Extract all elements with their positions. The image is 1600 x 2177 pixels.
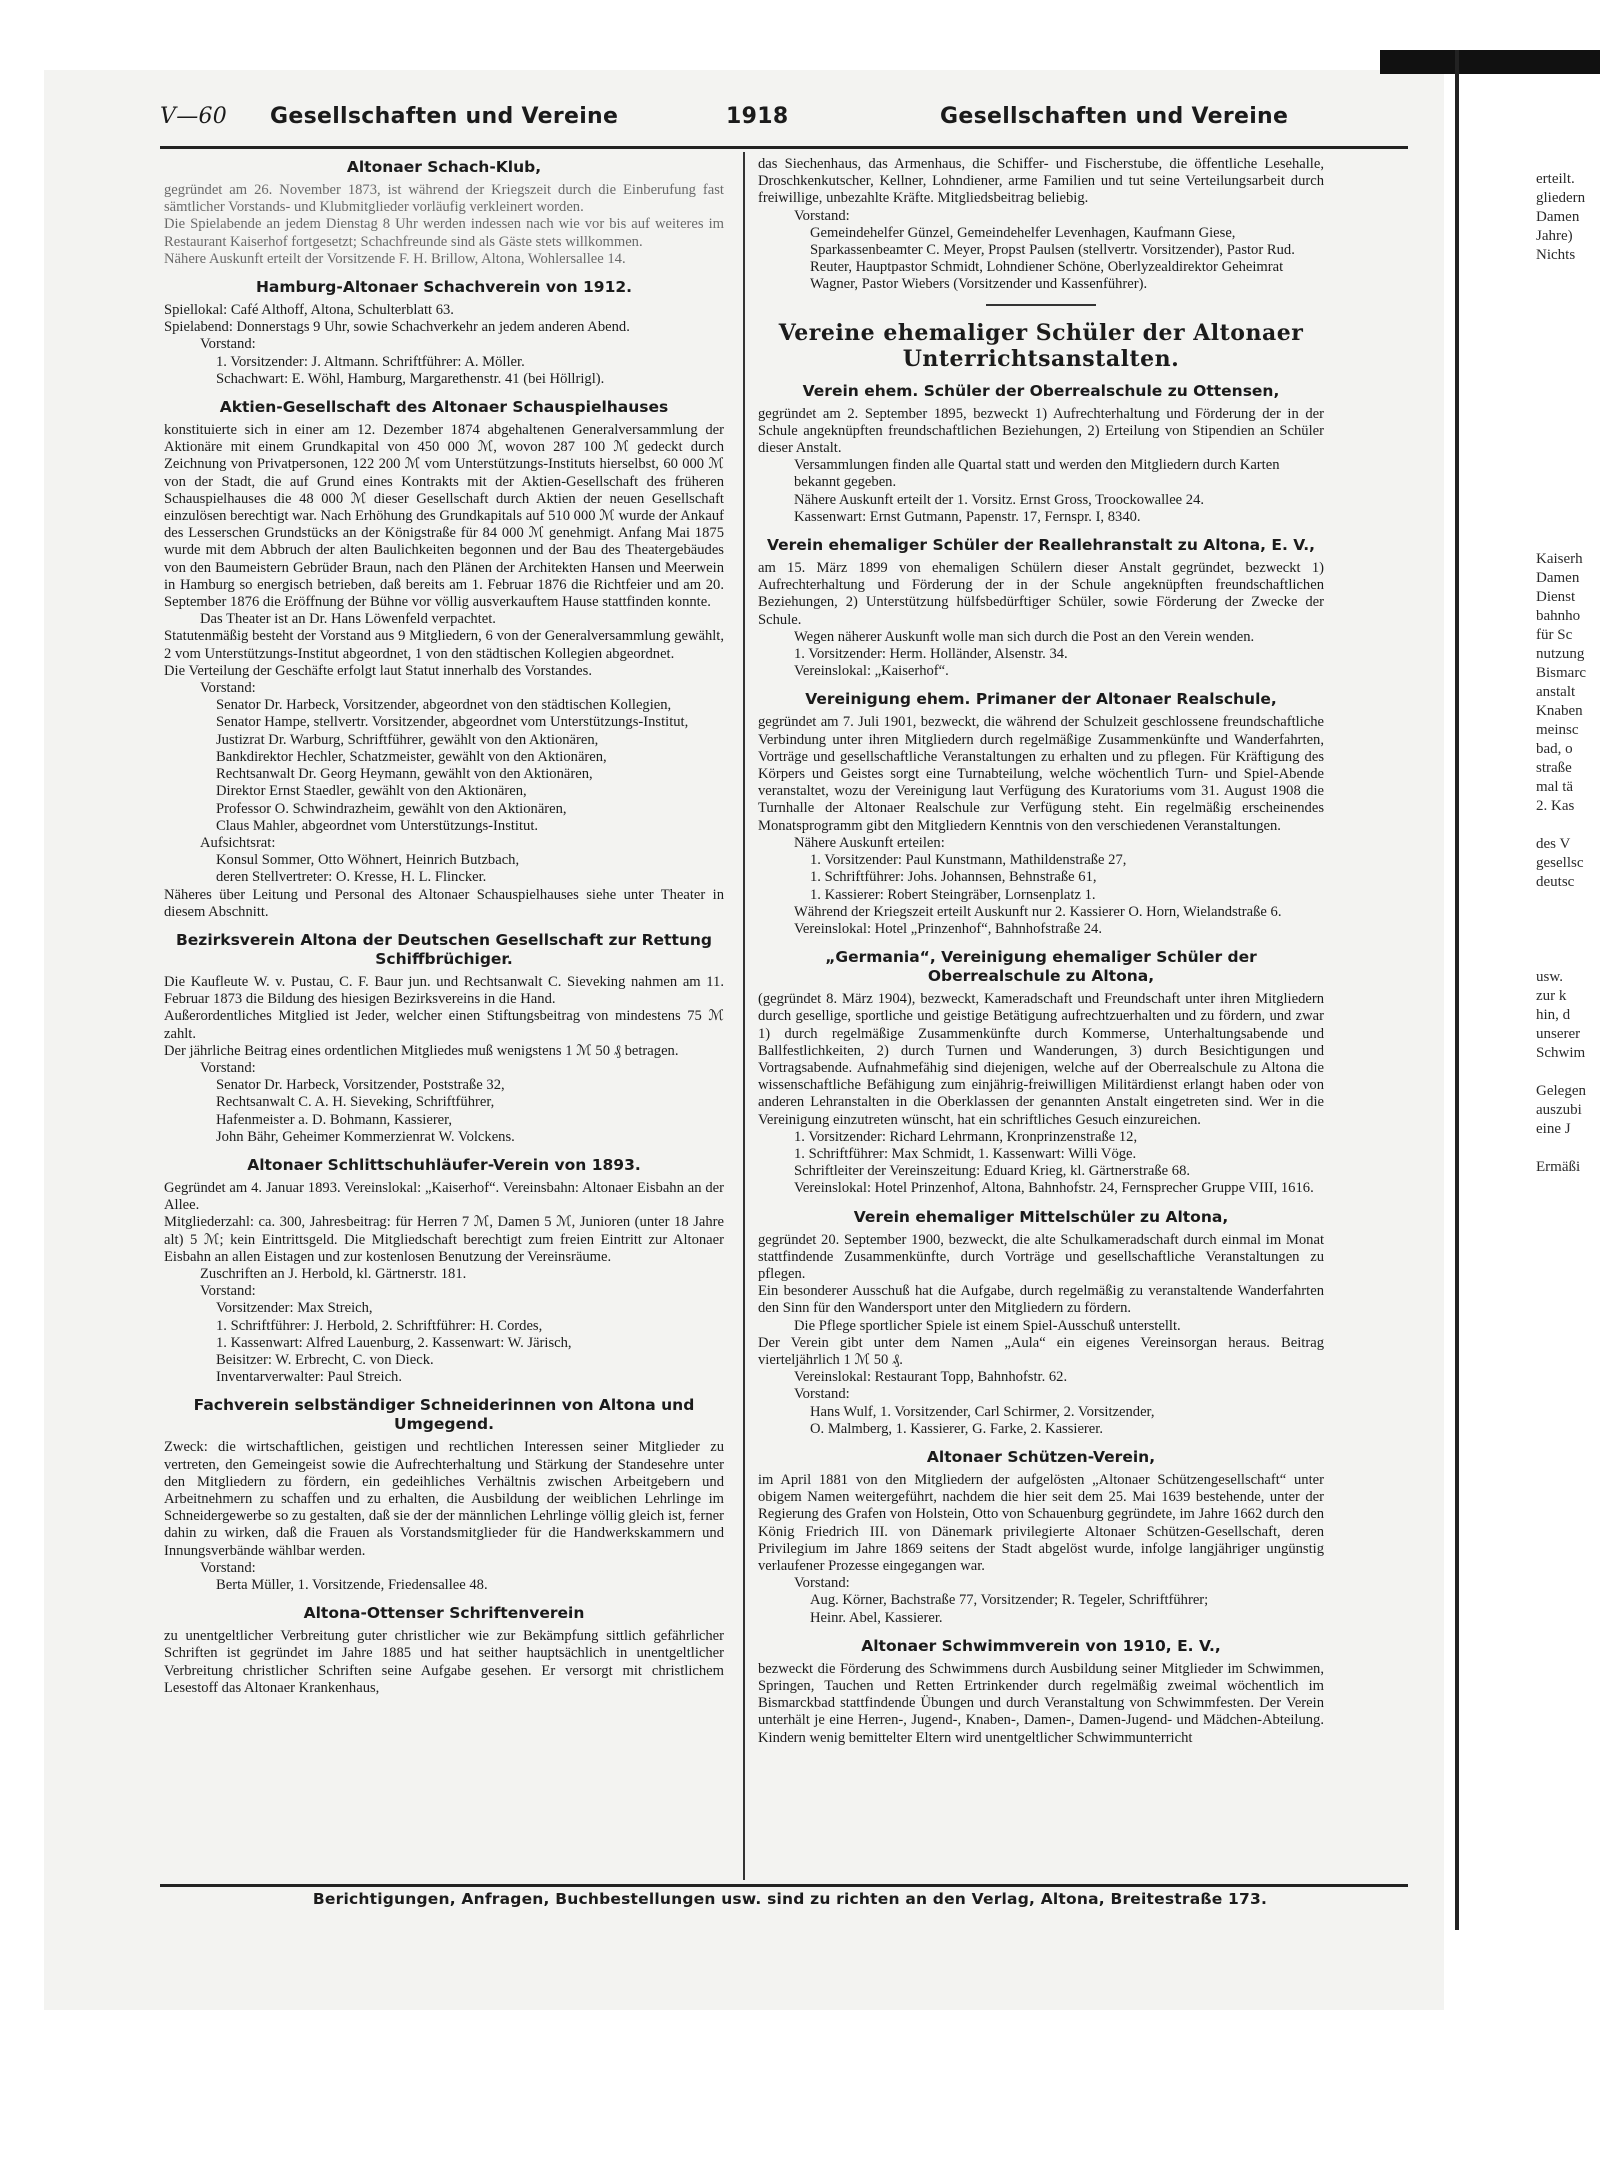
society-entry — [164, 1396, 724, 1594]
paragraph: 1. Vorsitzender: Paul Kunstmann, Mathildenstraße 27, — [810, 852, 1127, 869]
paragraph: Vorstand: — [794, 1575, 850, 1592]
footer-note: Berichtigungen, Anfragen, Buchbestellungen usw. sind zu richten an den Verlag, Altona, Breitestraße 173. — [312, 1890, 1268, 1908]
paragraph: Nähere Auskunft erteilt der Vorsitzende F. H. Brillow, Altona, Wohlersallee 14. — [164, 250, 626, 267]
society-entry — [164, 158, 724, 268]
paragraph: Hafenmeister a. D. Bohmann, Kassierer, — [216, 1111, 453, 1128]
paragraph: Wegen näherer Auskunft wolle man sich durch die Post an den Verein wenden. — [794, 628, 1255, 645]
paragraph: Vereinslokal: Restaurant Topp, Bahnhofstr. 62. — [794, 1369, 1068, 1386]
paragraph: 1. Schriftführer: Max Schmidt, 1. Kassenwart: Willi Vöge. — [794, 1145, 1137, 1162]
paragraph: gegründet am 7. Juli 1901, bezweckt, die während der Schulzeit geschlossene freundschaftliche Verbindung unter ihren Mitgliedern durch regelmäßige Zusammenkünfte und Wanderfahrten, Vorträge und gesellschaftliche Veranstaltungen zu erhalten und zu pflegen. Für Kräftigung des Körpers und Geistes sorgt eine Turnabteilung, welche wöchentlich Turn- und Spiel-Abende veranstaltet, wozu der Vereinigung laut Verfügung des Kuratoriums vom 31. August 1908 die Turnhalle der Altonaer Realschule zur Verfügung steht. Ein regelmäßig erscheinendes Monatsprogramm gibt den Mitgliedern Kenntnis von den verschiedenen Veranstaltungen. — [758, 714, 1324, 834]
paragraph: Senator Dr. Harbeck, Vorsitzender, abgeordnet von den städtischen Kollegien, — [216, 697, 672, 714]
paragraph: Statutenmäßig besteht der Vorstand aus 9 Mitgliedern, 6 von der Generalversammlung gewählt, 2 vom Unterstützungs-Institut abgeordnet, 1 von den städtischen Kollegien abgeordnet. — [164, 628, 724, 662]
next-page-fragment: erteilt. gliedern Damen Jahre) Nichts Kaiserh Damen Dienst bahnho für Sc nutzung Bismarc anstalt Knaben meinsc bad, o straße mal tä 2. Kas des V gesellsc deutsc usw. zur k hin, d unserer Schwim Gelegen auszubi eine J Ermäßi — [1536, 171, 1586, 1175]
society-title: Altonaer Schwimmverein von 1910, E. V., — [861, 1636, 1221, 1655]
left-column — [164, 156, 724, 1878]
paragraph: 1. Kassierer: Robert Steingräber, Lornsenplatz 1. — [810, 886, 1096, 903]
paragraph: O. Malmberg, 1. Kassierer, G. Farke, 2. Kassierer. — [810, 1420, 1103, 1437]
paragraph: Mitgliederzahl: ca. 300, Jahresbeitrag: für Herren 7 ℳ, Damen 5 ℳ, Junioren (unter 18 Jahre alt) 5 ℳ; kein Eintrittsgeld. Die Mitgliedschaft berechtigt zum freien Eintritt zur Altonaer Eisbahn an allen Eistagen und zur kostenlosen Benutzung der Vereinsräume. — [164, 1214, 724, 1265]
paragraph: Inventarverwalter: Paul Streich. — [216, 1369, 402, 1386]
society-title: Verein ehemaliger Mittelschüler zu Altona, — [853, 1207, 1229, 1226]
paragraph: Spiellokal: Café Althoff, Altona, Schulterblatt 63. — [164, 302, 454, 319]
society-entry — [758, 536, 1324, 680]
right-big-title: Vereine ehemaliger Schüler der Altonaer Unterrichtsanstalten. — [778, 319, 1304, 372]
society-entry — [758, 690, 1324, 938]
paragraph: Vorstand: — [794, 1386, 850, 1403]
paragraph: Vorstand: — [200, 1283, 256, 1300]
paragraph: Vorstand: — [200, 680, 256, 697]
paragraph: konstituierte sich in einer am 12. Dezember 1874 abgehaltenen Generalversammlung der Aktionäre mit einem Grundkapital von 450 000 ℳ, wovon 287 100 ℳ gedeckt durch Zeichnung von Privatpersonen, 122 200 ℳ vom Unterstützungs-Instituts hierselbst, 60 000 ℳ von der Stadt, die auf Grund eines Kontrakts mit der Aktien-Gesellschaft des früheren Schauspielhauses die 48 000 ℳ dieser Gesellschaft durch Aktien der neuen Gesellschaft einzulösen berechtigt war. Nach Erhöhung des Grundkapitals auf 510 000 ℳ wurde der Ankauf des Lesserschen Grundstücks an der Königstraße für 84 000 ℳ genehmigt. Anfang Mai 1875 wurde mit dem Abbruch der alten Baulichkeiten begonnen und der Bau des Theatergebäudes von den Baumeistern Gebrüder Braun, nach den Plänen der Architekten Hansen und Meerwein in Hamburg so energisch betrieben, daß bereits am 1. Februar 1876 die Richtfeier und am 20. September 1876 die Eröffnung der Bühne vor völlig ausverkauftem Hause stattfinden konnte. — [164, 422, 724, 611]
society-title: Verein ehemaliger Schüler der Reallehranstalt zu Altona, E. V., — [766, 536, 1316, 555]
society-title: Hamburg-Altonaer Schachverein von 1912. — [255, 278, 633, 297]
page-gutter-line — [1455, 50, 1459, 1930]
paragraph: Das Theater ist an Dr. Hans Löwenfeld verpachtet. — [200, 611, 496, 628]
society-title: Altonaer Schach-Klub, — [346, 158, 542, 176]
society-title: „Germania“, Vereinigung ehemaliger Schüler der Oberrealschule zu Altona, — [825, 948, 1257, 986]
paragraph: 1. Kassenwart: Alfred Lauenburg, 2. Kassenwart: W. Järisch, — [216, 1334, 572, 1351]
society-entry — [758, 948, 1324, 1197]
paragraph: Zweck: die wirtschaftlichen, geistigen und rechtlichen Interessen seiner Mitglieder zu vertreten, den Gemeingeist sowie die Aufrechterhaltung und Stärkung der Standesehre unter den Mitgliedern zu fördern, ein gedeihliches Verhältnis zwischen Arbeitgebern und Arbeitnehmern zu schaffen und zu erhalten, die Ausbildung der weiblichen Lehrlinge im Schneidergewerbe so zu gestalten, daß sie der der männlichen Lehrlinge völlig gleich ist, ferner dahin zu wirken, daß die Frauen als Vorstandsmitglieder für die Handwerkskammern und Innungsverbände wählbar werden. — [164, 1439, 724, 1559]
paragraph: Senator Hampe, stellvertr. Vorsitzender, abgeordnet vom Unterstützungs-Institut, — [216, 714, 689, 731]
paragraph: Schachwart: E. Wöhl, Hamburg, Margarethenstr. 41 (bei Höllrigl). — [216, 370, 605, 387]
paragraph: zu unentgeltlicher Verbreitung guter christlicher wie zur Bekämpfung sittlich gefährlicher Schriften ist gegründet im Jahre 1885 und hat seither hauptsächlich in unentgeltlicher Verbreitung christlicher Schriften seine Aufgabe gesehen. Er versorgt mit christlichem Lesestoff das Altonaer Krankenhaus, — [164, 1628, 724, 1696]
header-left-title: Gesellschaften und Vereine — [270, 104, 619, 129]
paragraph: Versammlungen finden alle Quartal statt und werden den Mitgliedern durch Karten bekannt gegeben. — [794, 457, 1280, 491]
paragraph: deren Stellvertreter: O. Kresse, H. L. Flincker. — [216, 869, 487, 886]
paragraph: Nähere Auskunft erteilen: — [794, 834, 945, 851]
society-entry — [758, 1448, 1324, 1627]
paragraph: Vorstand: — [200, 1059, 256, 1076]
paragraph: Die Spielabende an jedem Dienstag 8 Uhr werden indessen nach wie vor bis auf weiteres im Restaurant Kaiserhof fortgesetzt; Schachfreunde sind als Gäste stets willkommen. — [164, 216, 724, 250]
society-entry — [164, 931, 724, 1146]
paragraph: Beisitzer: W. Erbrecht, C. von Dieck. — [216, 1351, 434, 1368]
paragraph: Konsul Sommer, Otto Wöhnert, Heinrich Butzbach, — [216, 852, 520, 869]
society-entry — [758, 1208, 1324, 1438]
paragraph: Die Verteilung der Geschäfte erfolgt laut Statut innerhalb des Vorstandes. — [164, 662, 592, 679]
society-entry — [164, 1156, 724, 1386]
paragraph: Bankdirektor Hechler, Schatzmeister, gewählt von den Aktionären, — [216, 748, 607, 765]
society-entry — [164, 1604, 724, 1697]
paragraph: John Bähr, Geheimer Kommerzienrat W. Volckens. — [216, 1128, 515, 1145]
paragraph: Rechtsanwalt Dr. Georg Heymann, gewählt von den Aktionären, — [216, 766, 593, 783]
paragraph: (gegründet 8. März 1904), bezweckt, Kameradschaft und Freundschaft unter ihren Mitgliedern durch gesellige, sportliche und geistige Betätigung aufrechtzuerhalten und zu fördern, und zwar 1) durch regelmäßige Zusammenkünfte durch Kommerse, Unterhaltungsabende und Ballfestlichkeiten, 2) durch Turnen und Wanderungen, 3) durch Besichtigungen und Vortragsabende. Aufnahmefähig sind diejenigen, welche auf der Oberrealschule zu Altona die wissenschaftliche Befähigung zum einjährig-freiwilligen Militärdienst erlangt haben oder von anderen Lehranstalten in die Oberklassen der genannten Anstalt eingetreten sind. Wer in die Vereinigung einzutreten wünscht, hat ein schriftliches Gesuch einzureichen. — [758, 991, 1324, 1128]
society-title: Altonaer Schützen-Verein, — [926, 1447, 1156, 1466]
paragraph: Ein besonderer Ausschuß hat die Aufgabe, durch regelmäßig zu veranstaltende Wanderfahrten den Sinn für den Wandersport unter den Mitgliedern zu fördern. — [758, 1283, 1324, 1317]
paragraph: Senator Dr. Harbeck, Vorsitzender, Poststraße 32, — [216, 1077, 505, 1094]
paragraph: Die Pflege sportlicher Spiele ist einem Spiel-Ausschuß unterstellt. — [794, 1317, 1181, 1334]
paragraph: Direktor Ernst Staedler, gewählt von den Aktionären, — [216, 783, 527, 800]
paragraph: am 15. März 1899 von ehemaligen Schülern dieser Anstalt gegründet, bezweckt 1) Aufrechterhaltung und Förderung der in der Schule angeknüpften freundschaftlichen Beziehungen, 2) Unterstützung hülfsbedürftiger Schüler, sowie Förderung der Zwecke der Schule. — [758, 560, 1324, 628]
paragraph: 1. Vorsitzender: J. Altmann. Schriftführer: A. Möller. — [216, 353, 525, 370]
paragraph: Claus Mahler, abgeordnet vom Unterstützungs-Institut. — [216, 817, 539, 834]
header-right-title: Gesellschaften und Vereine — [940, 104, 1289, 129]
paragraph: Der jährliche Beitrag eines ordentlichen Mitgliedes muß wenigstens 1 ℳ 50 ₰ betragen. — [164, 1042, 679, 1059]
paragraph: Näheres über Leitung und Personal des Altonaer Schauspielhauses siehe unter Theater in diesem Abschnitt. — [164, 886, 724, 920]
right-column — [758, 156, 1324, 1878]
paragraph: Rechtsanwalt C. A. H. Sieveking, Schriftführer, — [216, 1094, 495, 1111]
paragraph: Vorstand: — [200, 336, 256, 353]
paragraph: bezweckt die Förderung des Schwimmens durch Ausbildung seiner Mitglieder im Schwimmen, Springen, Tauchen und Retten Ertrinkender durch regelmäßig zweimal wöchentlich im Bismarckbad stattfindende Übungen und durch Veranstaltung von Schwimmfesten. Der Verein unterhält je eine Herren-, Jugend-, Knaben-, Damen-, Damen-Jugend- und Mädchen-Abteilung. Kindern wenig bemittelter Eltern wird unentgeltlicher Schwimmunterricht — [758, 1660, 1324, 1746]
paragraph: Vorstand: — [200, 1559, 256, 1576]
header-rule — [160, 146, 1408, 149]
paragraph: Aufsichtsrat: — [200, 834, 276, 851]
paragraph: das Siechenhaus, das Armenhaus, die Schiffer- und Fischerstube, die öffentliche Lesehalle, Droschkenkutscher, Kellner, Lohndiener, arme Familien und tut seine Verteilungsarbeit durch freiwillige, unbezahlte Kräfte. Mitgliedsbeitrag beliebig. — [758, 156, 1324, 207]
society-title: Verein ehem. Schüler der Oberrealschule zu Ottensen, — [802, 381, 1280, 400]
header-year: 1918 — [726, 104, 789, 129]
society-title: Fachverein selbständiger Schneiderinnen von Altona und Umgegend. — [193, 1396, 695, 1434]
paragraph: Zuschriften an J. Herbold, kl. Gärtnerstr. 181. — [200, 1265, 467, 1282]
column-divider — [743, 152, 745, 1880]
paragraph: Nähere Auskunft erteilt der 1. Vorsitz. Ernst Gross, Troockowallee 24. — [794, 491, 1205, 508]
society-title: Bezirksverein Altona der Deutschen Gesellschaft zur Rettung Schiffbrüchiger. — [175, 930, 713, 968]
paragraph: Spielabend: Donnerstags 9 Uhr, sowie Schachverkehr an jedem anderen Abend. — [164, 319, 630, 336]
paragraph: 1. Schriftführer: J. Herbold, 2. Schriftführer: H. Cordes, — [216, 1317, 543, 1334]
paragraph: Gegründet am 4. Januar 1893. Vereinslokal: „Kaiserhof“. Vereinsbahn: Altonaer Eisbahn an der Allee. — [164, 1179, 724, 1214]
paragraph: gegründet am 26. November 1873, ist während der Kriegszeit durch die Einberufung fast sämtlicher Vorstands- und Klubmitglieder vorläufig verkleinert worden. — [164, 182, 724, 216]
paragraph: Vorstand: — [794, 207, 850, 224]
paragraph: 1. Schriftführer: Johs. Johannsen, Behnstraße 61, — [810, 869, 1097, 886]
right-sections — [758, 382, 1324, 1747]
paragraph: Aug. Körner, Bachstraße 77, Vorsitzender; R. Tegeler, Schriftführer; — [810, 1592, 1209, 1609]
paragraph: Vereinslokal: Hotel „Prinzenhof“, Bahnhofstraße 24. — [794, 920, 1103, 937]
paragraph: Justizrat Dr. Warburg, Schriftführer, gewählt von den Aktionären, — [216, 731, 599, 748]
paragraph: Die Kaufleute W. v. Pustau, C. F. Baur jun. und Rechtsanwalt C. Sieveking nahmen am 11. Februar 1873 die Bildung des hiesigen Bezirksvereins in die Hand. — [164, 973, 724, 1008]
paragraph: gegründet 20. September 1900, bezweckt, die alte Schulkameradschaft durch einmal im Monat stattfindende Zusammenkünfte, durch Vorträge und gesellschaftliche Veranstaltungen zu pflegen. — [758, 1231, 1324, 1282]
society-title: Altona-Ottenser Schriftenverein — [303, 1604, 585, 1623]
footer-rule — [160, 1884, 1408, 1887]
paragraph: im April 1881 von den Mitgliedern der aufgelösten „Altonaer Schützengesellschaft“ unter obigem Namen weitergeführt, nachdem die hier seit dem 25. Mai 1639 bestehende, unter der Regierung des Grafen von Holstein, Otto von Schauenburg gegründete, im Jahre 1662 durch den König Friedrich III. von Dänemark privilegierte Altonaer Schützen-Gesellschaft, deren Privilegium im Jahre 1869 seitens der Stadt abgelöst wurde, infolge langjähriger ungünstig verlaufener Prozesse eingegangen war. — [758, 1471, 1324, 1574]
paragraph: Professor O. Schwindrazheim, gewählt von den Aktionären, — [216, 800, 567, 817]
society-entry — [758, 382, 1324, 526]
scan-edge-black — [1380, 50, 1600, 74]
society-title: Vereinigung ehem. Primaner der Altonaer Realschule, — [805, 690, 1277, 709]
paragraph: Hans Wulf, 1. Vorsitzender, Carl Schirmer, 2. Vorsitzender, — [810, 1403, 1155, 1420]
paragraph: Kassenwart: Ernst Gutmann, Papenstr. 17, Fernspr. I, 8340. — [794, 508, 1141, 525]
paragraph: Gemeindehelfer Günzel, Gemeindehelfer Levenhagen, Kaufmann Giese, Sparkassenbeamter C. Meyer, Propst Paulsen (stellvertr. Vorsitzender), Pastor Rud. Reuter, Hauptpastor Schmidt, Lohndiener Schöne, Oberlyzealdirektor Geheimrat Wagner, Pastor Wiebers (Vorsitzender und Kassenführer). — [810, 224, 1295, 293]
paragraph: gegründet am 2. September 1895, bezweckt 1) Aufrechterhaltung und Förderung der in der Schule angeknüpften freundschaftlichen Beziehungen, 2) Erteilung von Stipendien an Schüler dieser Anstalt. — [758, 405, 1324, 457]
paragraph: Vereinslokal: Hotel Prinzenhof, Altona, Bahnhofstr. 24, Fernsprecher Gruppe VIII, 1616. — [794, 1180, 1314, 1197]
section-separator — [986, 304, 1096, 306]
paragraph: Außerordentliches Mitglied ist Jeder, welcher einen Stiftungsbeitrag von mindestens 75 ℳ zahlt. — [164, 1008, 724, 1042]
paragraph: 1. Vorsitzender: Herm. Holländer, Alsenstr. 34. — [794, 646, 1068, 663]
paragraph: Der Verein gibt unter dem Namen „Aula“ ein eigenes Vereinsorgan heraus. Beitrag vierteljährlich 1 ℳ 50 ₰. — [758, 1334, 1324, 1368]
society-entry — [758, 1637, 1324, 1747]
paragraph: Während der Kriegszeit erteilt Auskunft nur 2. Kassierer O. Horn, Wielandstraße 6. — [794, 903, 1282, 920]
paragraph: Schriftleiter der Vereinszeitung: Eduard Krieg, kl. Gärtnerstraße 68. — [794, 1163, 1191, 1180]
paragraph: Berta Müller, 1. Vorsitzende, Friedensallee 48. — [216, 1577, 488, 1594]
society-entry — [164, 398, 724, 921]
page-number: V—60 — [160, 104, 228, 129]
society-title: Aktien-Gesellschaft des Altonaer Schauspielhauses — [219, 398, 669, 417]
paragraph: Heinr. Abel, Kassierer. — [810, 1609, 943, 1626]
paragraph: Vereinslokal: „Kaiserhof“. — [794, 663, 949, 680]
paragraph: Vorsitzender: Max Streich, — [216, 1300, 373, 1317]
page-header — [160, 104, 1410, 140]
paragraph: 1. Vorsitzender: Richard Lehrmann, Kronprinzenstraße 12, — [794, 1128, 1138, 1145]
right-column-intro — [758, 156, 1324, 294]
society-title: Altonaer Schlittschuhläufer-Verein von 1893. — [247, 1155, 641, 1174]
society-entry — [164, 278, 724, 388]
